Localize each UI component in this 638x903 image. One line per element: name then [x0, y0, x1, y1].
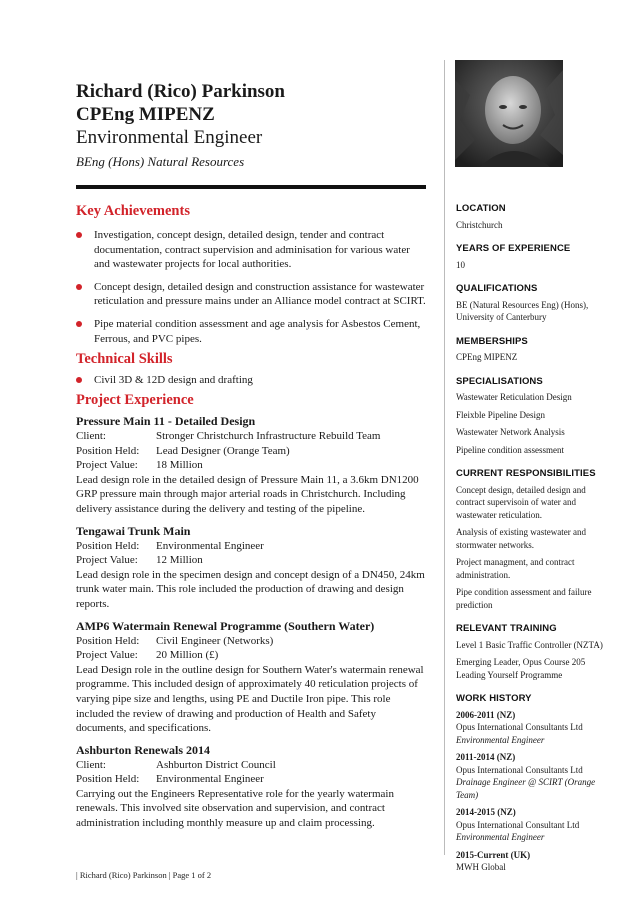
project-description: Lead Design role in the outline design for Southern Water's watermain renewal programme. This included design of approximately 40 reticulation projects of varying pipe size and lengths, using PE and Ductile Iron pipe. This role included the review of drawing and production of Health and Safety documents, and specifications.: [76, 663, 424, 735]
project: Ashburton Renewals 2014 Client: Ashburton District Council Position Held: Environmental Engineer Carrying out the Engineers Representative role for the yearly watermain renewals. This involved site observation and supervision, and contract administration including monthly measure up and claim processing.: [76, 742, 426, 831]
header-rule: [76, 185, 426, 189]
project: Pressure Main 11 - Detailed Design Client: Stronger Christchurch Infrastructure Rebuild Team Position Held: Lead Designer (Orange Team) Project Value: 18 Million Lead design role in the detailed design of Pressure Main 11, a 3.6km DN1200 GRP pressure main through major arterial roads in Christchurch. Including delivery assistance during the delivery and testing of the pipeline.: [76, 413, 426, 517]
list-item: Pipeline condition assessment: [456, 444, 564, 455]
list-item: Pipe material condition assessment and age analysis for Asbestos Cement, Ferrous, and PVC pipes.: [76, 317, 426, 346]
list-item: Civil 3D & 12D design and drafting: [76, 373, 426, 388]
profile-photo: [455, 60, 563, 167]
section-heading: Project Experience: [76, 392, 194, 408]
project-description: Lead design role in the detailed design of Pressure Main 11, a 3.6km DN1200 GRP pressure main through major arterial roads in Christchurch. Including delivery assistance during the delivery and testing of the pipeline.: [76, 473, 419, 515]
work-history-entry: 2011-2014 (NZ) Opus International Consultants Ltd Drainage Engineer @ SCIRT (Orange Team): [456, 752, 596, 800]
section-heading: Technical Skills: [76, 351, 173, 367]
bullet-icon: [76, 284, 82, 290]
project: AMP6 Watermain Renewal Programme (Southern Water) Position Held: Civil Engineer (Networks) Project Value: 20 Million (£) Lead Design role in the outline design for Southern Water's watermain renewal programme. This included design of approximately 40 reticulation projects of varying pipe size and lengths, using PE and Ductile Iron pipe. This role included the review of drawing and production of Health and Safety documents, and specifications.: [76, 618, 426, 736]
list-item: Concept design, detailed design and construction assistance for wastewater reticulation and pressure mains under an Alliance model contract at SCIRT.: [76, 280, 426, 309]
project: Tengawai Trunk Main Position Held: Environmental Engineer Project Value: 12 Million Lead design role in the specimen design and concept design of a DN450, 24km trunk water main. This role included the production of drawing and design reports.: [76, 523, 425, 610]
list-item: Concept design, detailed design and contract supervisoin of water and wastewater reticulation.: [456, 484, 586, 520]
work-history-entry: 2006-2011 (NZ) Opus International Consultants Ltd Environmental Engineer: [456, 709, 583, 745]
list-item: Pipe condition assessment and failure prediction: [456, 587, 592, 610]
bullet-icon: [76, 377, 82, 383]
memberships-value: CPEng MIPENZ: [456, 352, 518, 362]
list-item: Wastewater Reticulation Design: [456, 392, 572, 402]
project-description: Lead design role in the specimen design and concept design of a DN450, 24km trunk water main. This role included the production of drawing and design reports.: [76, 568, 425, 610]
project-description: Carrying out the Engineers Representative role for the yearly watermain renewals. This involved site observation and supervision, and contract administration including monthly measure up and claim processing.: [76, 787, 394, 830]
bullet-icon: [76, 321, 82, 327]
list-item: Fleixble Pipeline Design: [456, 409, 545, 420]
project-experience-section: [76, 391, 426, 831]
technical-skills-section: [76, 350, 426, 388]
credentials: CPEng MIPENZ: [76, 104, 215, 125]
list-item: Emerging Leader, Opus Course 205 Leading Yourself Programme: [456, 657, 586, 680]
list-item: Level 1 Basic Traffic Controller (NZTA): [456, 639, 603, 650]
name: Richard (Rico) Parkinson: [76, 81, 285, 102]
project-title: AMP6 Watermain Renewal Programme (Southern Water): [76, 618, 375, 633]
project-title: Ashburton Renewals 2014: [76, 742, 211, 757]
page-footer: | Richard (Rico) Parkinson | Page 1 of 2: [76, 870, 212, 880]
sidebar-heading: WORK HISTORY: [456, 693, 532, 704]
sidebar-heading: RELEVANT TRAINING: [456, 623, 557, 634]
sidebar-heading: MEMBERSHIPS: [456, 335, 528, 347]
sidebar-heading: LOCATION: [456, 203, 506, 214]
key-achievements-section: [76, 202, 426, 346]
list-item: Wastewater Network Analysis: [456, 427, 565, 437]
sidebar: [456, 203, 606, 874]
list-item: Analysis of existing wastewater and stormwater networks.: [456, 527, 586, 550]
project-title: Pressure Main 11 - Detailed Design: [76, 414, 256, 428]
list-item: Project managment, and contract administration.: [456, 557, 575, 580]
sidebar-heading: YEARS OF EXPERIENCE: [456, 243, 571, 254]
work-history-entry: 2014-2015 (NZ) Opus International Consultant Ltd Environmental Engineer: [456, 807, 580, 842]
qualifications-value: BE (Natural Resources Eng) (Hons), University of Canterbury: [456, 299, 589, 322]
project-title: Tengawai Trunk Main: [76, 523, 191, 538]
bullet-icon: [76, 232, 82, 238]
section-heading: Key Achievements: [76, 203, 190, 219]
cv-header: [76, 80, 426, 171]
work-history-entry: 2015-Current (UK) MWH Global: [456, 849, 531, 872]
years-value: 10: [456, 259, 465, 270]
degree: BEng (Hons) Natural Resources: [76, 154, 245, 169]
job-title: Environmental Engineer: [76, 127, 263, 148]
list-item: Investigation, concept design, detailed design, tender and contract documentation, contract supervision and adminisation for various water and wastewater projects for local authorities.: [76, 228, 426, 272]
column-divider: [444, 60, 445, 855]
location-value: Christchurch: [456, 219, 503, 230]
sidebar-heading: SPECIALISATIONS: [456, 375, 543, 387]
sidebar-heading: QUALIFICATIONS: [456, 283, 538, 294]
sidebar-heading: CURRENT RESPONSIBILITIES: [456, 468, 596, 479]
